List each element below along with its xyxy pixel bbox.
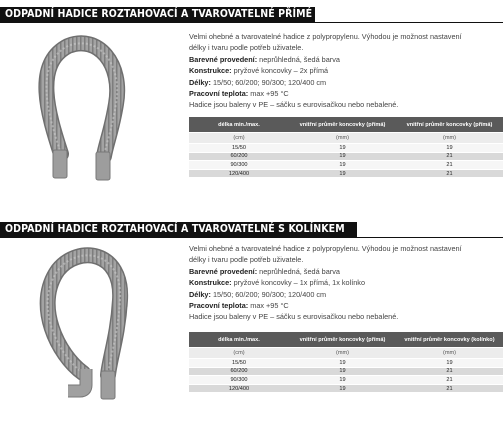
table-unit: (mm) <box>396 133 503 144</box>
table-unit: (mm) <box>289 133 396 144</box>
table-row <box>189 144 503 153</box>
title-divider <box>0 237 503 238</box>
table-cell: 120/400 <box>189 384 289 392</box>
desc-line: Velmi ohebné a tvarovatelné hadice z polypropylenu. Výhodou je možnost nastavení <box>189 244 462 253</box>
table-header: vnitřní průměr koncovky (přímá) <box>289 332 396 348</box>
table-cell: 15/50 <box>189 144 289 153</box>
table-cell: 21 <box>396 152 503 161</box>
title-divider <box>0 22 503 23</box>
packing-note: Hadice jsou baleny v PE – sáčku s eurovisačkou nebo nebalené. <box>189 100 399 110</box>
table-cell: 19 <box>289 169 396 177</box>
table-cell: 21 <box>396 367 503 376</box>
spec-temperature: Pracovní teplota: max +95 °C <box>189 301 289 311</box>
table-unit: (mm) <box>396 348 503 359</box>
spec-table <box>189 117 503 177</box>
spec-color: Barevné provedení: neprůhledná, šedá barva <box>189 266 340 276</box>
table-cell: 21 <box>396 384 503 392</box>
table-cell: 19 <box>289 384 396 392</box>
table-cell: 90/300 <box>189 376 289 385</box>
table-unit: (cm) <box>189 133 289 144</box>
table-row <box>189 367 503 376</box>
desc-line: délky i tvaru podle potřeb uživatele. <box>189 255 304 265</box>
table-header: délka min./max. <box>189 332 289 348</box>
table-cell: 19 <box>289 376 396 385</box>
spec-lengths: Délky: 15/50; 60/200; 90/300; 120/400 cm <box>189 77 327 87</box>
product-description <box>189 31 501 111</box>
table-row <box>189 169 503 177</box>
table-cell: 19 <box>289 144 396 153</box>
table-cell: 21 <box>396 169 503 177</box>
spec-construction: Konstrukce: pryžové koncovky – 1x přímá, 1x kolínko <box>189 278 366 288</box>
spec-color: Barevné provedení: neprůhledná, šedá barva <box>189 54 340 64</box>
table-header: délka min./max. <box>189 117 289 133</box>
product-description <box>189 243 501 323</box>
table-unit: (mm) <box>289 348 396 359</box>
table-row <box>189 152 503 161</box>
hose-straight-image <box>28 34 138 184</box>
section-title: ODPADNÍ HADICE ROZTAHOVACÍ A TVAROVATELNÉ S KOLÍNKEM <box>0 222 357 237</box>
desc-line: Velmi ohebné a tvarovatelné hadice z polypropylenu. Výhodou je možnost nastavení <box>189 32 462 41</box>
table-cell: 60/200 <box>189 367 289 376</box>
table-row <box>189 161 503 170</box>
hose-elbow-image <box>28 245 143 405</box>
table-cell: 19 <box>289 367 396 376</box>
spec-table <box>189 332 503 392</box>
table-cell: 19 <box>289 161 396 170</box>
table-cell: 19 <box>396 144 503 153</box>
table-cell: 60/200 <box>189 152 289 161</box>
product-section-straight <box>0 0 503 205</box>
table-row <box>189 359 503 368</box>
packing-note: Hadice jsou baleny v PE – sáčku s eurovisačkou nebo nebalené. <box>189 312 399 322</box>
spec-lengths: Délky: 15/50; 60/200; 90/300; 120/400 cm <box>189 289 327 299</box>
product-section-elbow <box>0 215 503 425</box>
section-title: ODPADNÍ HADICE ROZTAHOVACÍ A TVAROVATELNÉ PŘÍMÉ <box>0 7 315 22</box>
spec-construction: Konstrukce: pryžové koncovky – 2x přímá <box>189 66 329 76</box>
table-cell: 21 <box>396 161 503 170</box>
table-header: vnitřní průměr koncovky (kolínko) <box>396 332 503 348</box>
table-cell: 19 <box>396 359 503 368</box>
table-header: vnitřní průměr koncovky (přímá) <box>289 117 396 133</box>
table-row <box>189 384 503 392</box>
table-cell: 19 <box>289 359 396 368</box>
table-row <box>189 376 503 385</box>
desc-line: délky i tvaru podle potřeb uživatele. <box>189 43 304 53</box>
table-cell: 15/50 <box>189 359 289 368</box>
table-cell: 120/400 <box>189 169 289 177</box>
table-cell: 90/300 <box>189 161 289 170</box>
table-cell: 21 <box>396 376 503 385</box>
spec-temperature: Pracovní teplota: max +95 °C <box>189 89 289 99</box>
table-cell: 19 <box>289 152 396 161</box>
table-header: vnitřní průměr koncovky (přímá) <box>396 117 503 133</box>
table-unit: (cm) <box>189 348 289 359</box>
